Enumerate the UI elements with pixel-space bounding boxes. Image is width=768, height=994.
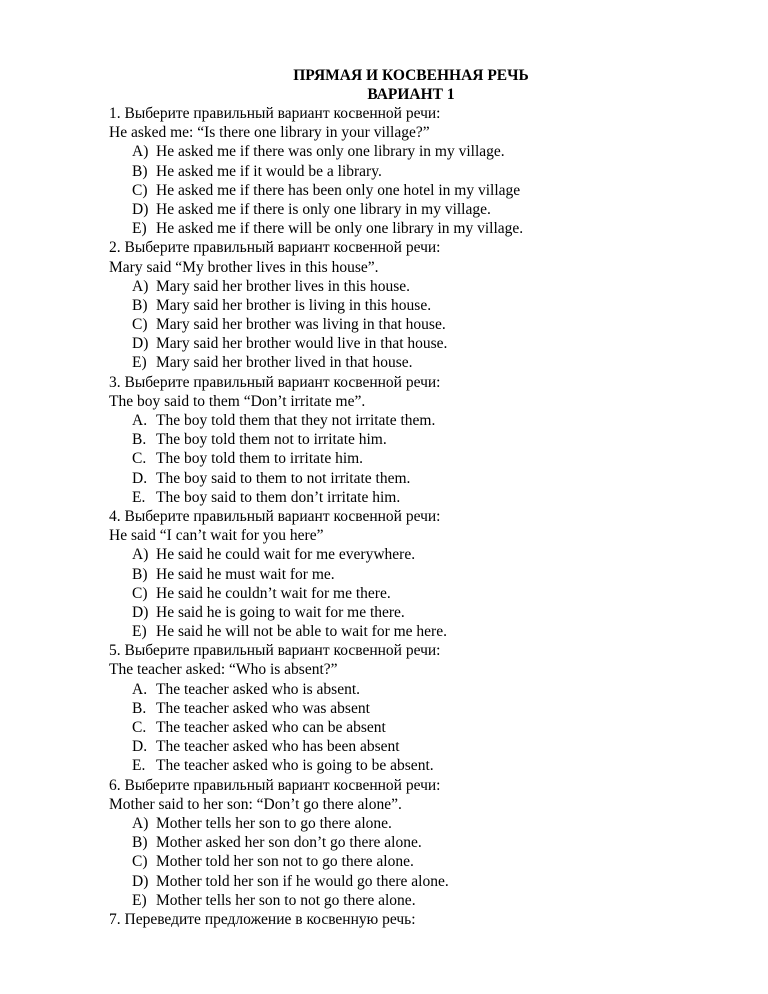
question-3 <box>109 373 729 507</box>
question-instruction: 2. Выберите правильный вариант косвенной речи: <box>109 239 441 257</box>
option-text: He said he could wait for me everywhere. <box>156 546 416 564</box>
answer-option <box>109 449 729 468</box>
option-text: The teacher asked who has been absent <box>156 738 400 756</box>
answer-option <box>109 219 729 238</box>
option-letter: D) <box>132 335 149 353</box>
option-letter: E) <box>132 354 147 372</box>
answer-option <box>109 756 729 775</box>
answer-option <box>109 891 729 910</box>
option-letter: D) <box>132 603 149 621</box>
option-letter: A. <box>132 412 148 429</box>
question-5 <box>109 641 729 775</box>
question-1 <box>109 104 729 238</box>
answer-option <box>109 296 729 315</box>
answer-option <box>109 872 729 891</box>
option-text: He asked me if there is only one library in my village. <box>156 200 491 218</box>
option-text: He asked me if there will be only one library in my village. <box>156 220 524 238</box>
question-instruction: 5. Выберите правильный вариант косвенной речи: <box>109 642 441 660</box>
question-7 <box>109 910 729 929</box>
question-prompt: Mary said “My brother lives in this house”. <box>109 258 379 276</box>
question-instruction: 1. Выберите правильный вариант косвенной речи: <box>109 105 441 122</box>
question-6 <box>109 776 729 910</box>
answer-option <box>109 545 729 564</box>
question-prompt: He asked me: “Is there one library in your village?” <box>109 124 430 142</box>
option-letter: B) <box>132 296 148 314</box>
option-letter: C) <box>132 853 148 871</box>
question-prompt: The boy said to them “Don’t irritate me”. <box>109 392 366 410</box>
answer-option <box>109 334 729 353</box>
option-text: He said he is going to wait for me there. <box>156 603 405 621</box>
option-letter: C) <box>132 584 148 602</box>
option-text: The boy told them that they not irritate them. <box>156 412 436 429</box>
option-text: The boy said to them don’t irritate him. <box>156 488 401 506</box>
question-instruction: 4. Выберите правильный вариант косвенной речи: <box>109 507 441 525</box>
answer-option <box>109 584 729 603</box>
option-letter: D. <box>132 738 148 756</box>
answer-option <box>109 699 729 718</box>
answer-option <box>109 680 729 699</box>
option-text: The boy told them not to irritate him. <box>156 431 387 449</box>
option-letter: E) <box>132 220 147 238</box>
option-letter: B. <box>132 699 147 717</box>
answer-option <box>109 833 729 852</box>
question-4 <box>109 507 729 641</box>
option-letter: E) <box>132 891 147 909</box>
option-letter: A) <box>132 277 149 295</box>
option-text: He said he must wait for me. <box>156 565 335 583</box>
option-letter: B) <box>132 834 148 852</box>
option-letter: D) <box>132 872 149 890</box>
answer-option <box>109 737 729 756</box>
option-letter: A. <box>132 680 148 698</box>
option-text: He said he will not be able to wait for me here. <box>156 623 447 641</box>
answer-option <box>109 718 729 737</box>
question-prompt: Mother said to her son: “Don’t go there alone”. <box>109 795 402 813</box>
option-text: Mary said her brother would live in that house. <box>156 335 448 353</box>
option-text: Mother tells her son to go there alone. <box>156 814 392 832</box>
option-text: He asked me if there has been only one hotel in my village <box>156 181 521 199</box>
answer-option <box>109 814 729 833</box>
option-letter: C. <box>132 719 147 736</box>
answer-option <box>109 181 729 200</box>
question-instruction: 7. Переведите предложение в косвенную речь: <box>109 910 416 928</box>
option-letter: A) <box>132 143 149 161</box>
option-text: Mother told her son not to go there alone. <box>156 853 414 871</box>
option-letter: E) <box>132 623 147 641</box>
option-text: He asked me if it would be a library. <box>156 162 382 180</box>
option-text: Mary said her brother lived in that house. <box>156 354 413 372</box>
option-text: Mother tells her son to not go there alone. <box>156 891 416 909</box>
answer-option <box>109 353 729 372</box>
question-instruction: 3. Выберите правильный вариант косвенной речи: <box>109 373 441 391</box>
answer-option <box>109 200 729 219</box>
question-prompt: He said “I can’t wait for you here” <box>109 527 324 545</box>
option-text: Mother told her son if he would go there alone. <box>156 872 449 890</box>
option-letter: B. <box>132 431 147 449</box>
question-prompt: The teacher asked: “Who is absent?” <box>109 661 338 679</box>
answer-option <box>109 565 729 584</box>
option-text: The boy told them to irritate him. <box>156 450 364 468</box>
document-subtitle: ВАРИАНТ 1 <box>367 86 455 103</box>
option-text: Mary said her brother lives in this house. <box>156 277 410 295</box>
answer-option <box>109 852 729 871</box>
option-text: The teacher asked who was absent <box>156 699 370 717</box>
answer-option <box>109 315 729 334</box>
option-text: The teacher asked who is going to be absent. <box>156 757 434 775</box>
answer-option <box>109 488 729 507</box>
answer-option <box>109 411 729 430</box>
option-text: The teacher asked who is absent. <box>156 680 361 698</box>
questions-list <box>109 104 729 929</box>
answer-option <box>109 430 729 449</box>
option-text: He asked me if there was only one library in my village. <box>156 143 505 161</box>
question-instruction: 6. Выберите правильный вариант косвенной речи: <box>109 776 441 794</box>
option-letter: A) <box>132 814 149 832</box>
option-text: The boy said to them to not irritate them. <box>156 469 411 487</box>
option-text: Mary said her brother is living in this house. <box>156 296 432 314</box>
option-text: Mother asked her son don’t go there alone. <box>156 834 422 852</box>
answer-option <box>109 469 729 488</box>
answer-option <box>109 603 729 622</box>
document-title: ПРЯМАЯ И КОСВЕННАЯ РЕЧЬ <box>293 67 529 84</box>
option-letter: C) <box>132 316 148 334</box>
answer-option <box>109 162 729 181</box>
option-letter: D) <box>132 200 149 218</box>
option-text: Mary said her brother was living in that house. <box>156 316 446 334</box>
option-letter: E. <box>132 488 146 506</box>
option-text: He said he couldn’t wait for me there. <box>156 584 391 602</box>
option-letter: A) <box>132 546 149 564</box>
answer-option <box>109 622 729 641</box>
option-letter: B) <box>132 565 148 583</box>
question-2 <box>109 238 729 372</box>
answer-option <box>109 142 729 161</box>
option-letter: C. <box>132 450 147 468</box>
answer-option <box>109 277 729 296</box>
option-letter: D. <box>132 469 148 487</box>
option-letter: E. <box>132 757 146 775</box>
option-text: The teacher asked who can be absent <box>156 719 386 736</box>
option-letter: C) <box>132 181 148 199</box>
option-letter: B) <box>132 162 148 180</box>
